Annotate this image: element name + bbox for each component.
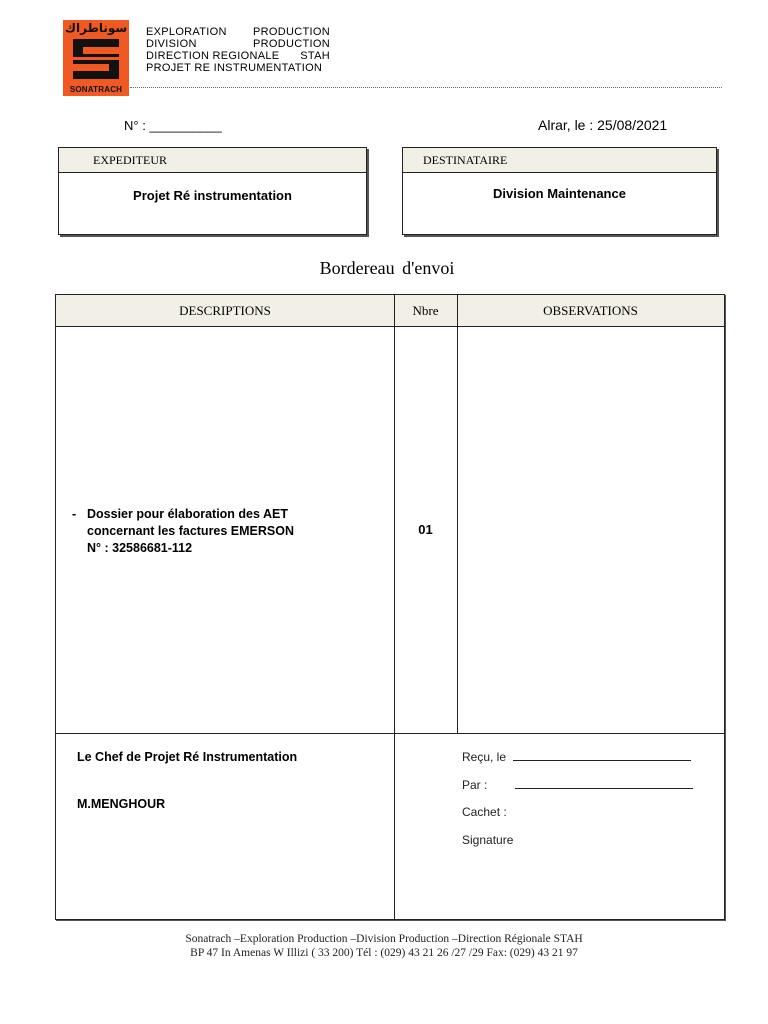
stamp-field: Cachet : [462, 805, 507, 819]
org-line-right: PRODUCTION [253, 26, 330, 38]
column-divider [457, 295, 458, 733]
reference-value: __________ [149, 118, 222, 133]
sender-box [58, 147, 367, 235]
recipient-box [402, 147, 717, 235]
org-line-left: EXPLORATION [146, 26, 227, 38]
table-header [56, 295, 724, 327]
org-header [146, 26, 330, 74]
received-by-field [462, 777, 693, 792]
logo-mark-icon [69, 37, 123, 81]
recipient-heading: DESTINATAIRE [403, 148, 716, 173]
place-label: Alrar, le : [538, 117, 594, 133]
org-line-left: DIVISION [146, 38, 197, 50]
org-line-left: DIRECTION REGIONALE [146, 50, 280, 62]
footer-line: BP 47 In Amenas W Illizi ( 33 200) Tél : (029) 43 21 26 /27 /29 Fax: (029) 43 21 97 [190, 947, 578, 959]
signatory-name: M.MENGHOUR [77, 797, 166, 811]
column-divider [394, 295, 395, 733]
reference-number [124, 118, 222, 133]
sonatrach-logo [63, 20, 129, 96]
row-divider [56, 733, 724, 734]
column-divider [394, 733, 395, 919]
org-line-left: PROJET RE INSTRUMENTATION [146, 62, 323, 74]
signatory-title: Le Chef de Projet Ré Instrumentation [77, 750, 298, 764]
org-line [146, 26, 330, 38]
org-line [146, 50, 330, 62]
item-quantity: 01 [418, 522, 433, 537]
place-date [538, 117, 667, 133]
item-description-line: N° : 32586681-112 [87, 541, 193, 555]
column-header-observations: OBSERVATIONS [543, 303, 638, 318]
document-title: Bordereau d'envoi [319, 258, 455, 278]
sender-heading: EXPEDITEUR [59, 148, 366, 173]
logo-arabic-text: سوناطراك [65, 21, 128, 35]
column-header-descriptions: DESCRIPTIONS [179, 303, 271, 318]
org-line-right: STAH [300, 50, 330, 62]
reference-label: N° : [124, 118, 146, 133]
signature-field: Signature [462, 833, 514, 847]
items-table [55, 294, 725, 920]
recipient-value: Division Maintenance [493, 186, 626, 201]
item-bullet: - [72, 507, 77, 521]
by-label: Par : [462, 778, 488, 792]
org-line-right: PRODUCTION [253, 38, 330, 50]
column-header-quantity: Nbre [412, 303, 439, 318]
received-label: Reçu, le [462, 750, 507, 764]
logo-name: SONATRACH [69, 85, 123, 94]
footer-line: Sonatrach –Exploration Production –Division Production –Direction Régionale STAH [185, 933, 583, 945]
by-blank-line [515, 777, 693, 789]
received-blank-line [513, 749, 691, 761]
page-footer [0, 932, 768, 960]
date-value: 25/08/2021 [597, 117, 668, 133]
header-divider [130, 87, 722, 88]
item-description-line: concernant les factures EMERSON [87, 524, 295, 538]
sender-value: Projet Ré instrumentation [133, 188, 292, 203]
org-line [146, 38, 330, 50]
received-date-field [462, 749, 691, 764]
item-description [72, 506, 372, 557]
item-description-line: Dossier pour élaboration des AET [87, 507, 288, 521]
org-line [146, 62, 330, 74]
